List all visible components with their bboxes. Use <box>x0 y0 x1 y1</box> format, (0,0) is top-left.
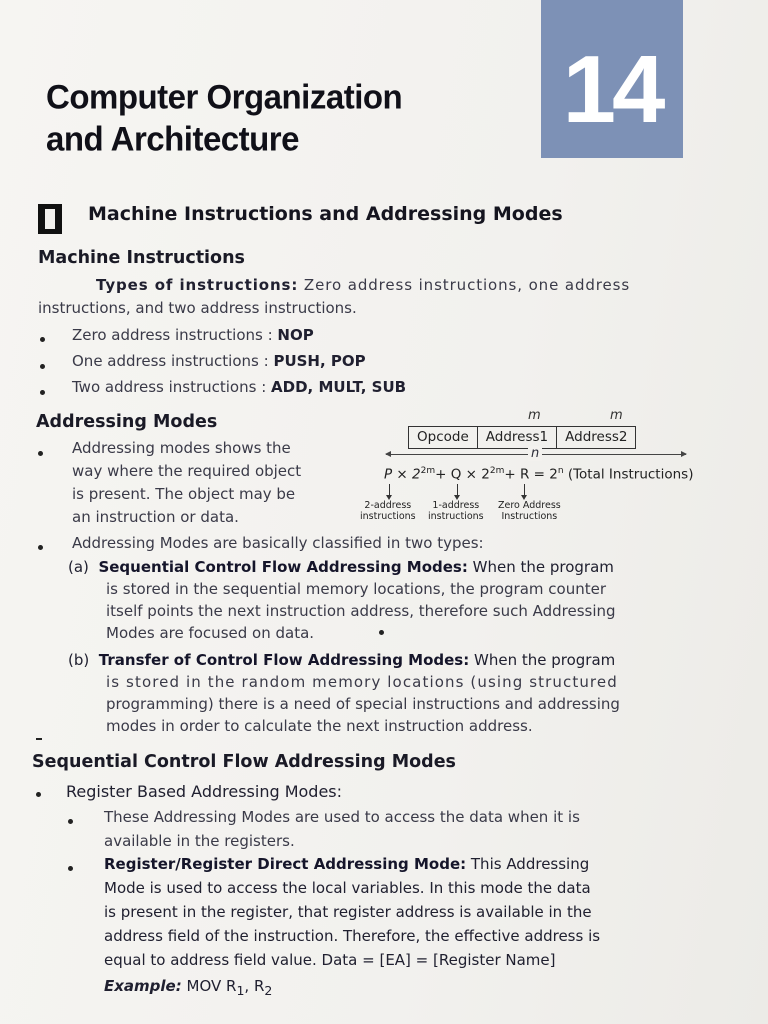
bullet-dot <box>40 337 45 342</box>
bullet-dot <box>38 451 43 456</box>
item-a-line2: is stored in the sequential memory locations, the program counter <box>106 580 606 598</box>
rr-line2: Mode is used to access the local variables. In this mode the data <box>104 879 591 897</box>
chapter-number-box <box>541 0 683 158</box>
example-line: Example: MOV $R_1$, $R_2$ <box>104 977 273 998</box>
item-b-line2: is stored in the random memory locations (using structured <box>106 673 618 691</box>
intro-lead: Types of instructions: <box>96 276 299 294</box>
item-a-line3: itself points the next instruction address, therefore such Addressing <box>106 602 616 620</box>
item-a-line1: (a) Sequential Control Flow Addressing Modes: When the program <box>68 558 614 576</box>
opcode-field: Opcode <box>409 427 478 448</box>
instruction-format-diagram <box>356 406 716 524</box>
chapter-number: 14 <box>562 36 662 143</box>
addressing-modes-heading: Addressing Modes <box>36 412 218 432</box>
instruction-item-two: Two address instructions : ADD, MULT, SUB <box>72 378 407 396</box>
address2-field: Address2 <box>565 429 628 445</box>
address1-field: Address1 <box>478 427 557 448</box>
chapter-title-line2: and Architecture <box>46 119 300 158</box>
addr-bullet1-line4: an instruction or data. <box>72 508 239 526</box>
item-b-line3: programming) there is a need of special instructions and addressing <box>106 695 620 713</box>
section-number-glyph <box>45 209 55 229</box>
bullet-dot <box>68 866 73 871</box>
addr-bullet2: Addressing Modes are basically classified in two types: <box>72 534 484 552</box>
stray-mark <box>379 630 384 635</box>
instruction-item-one: One address instructions : PUSH, POP <box>72 352 366 370</box>
intro-line-2: instructions, and two address instructions. <box>38 299 357 317</box>
label-1-address: 1-address instructions <box>428 500 484 522</box>
item-a-line4: Modes are focused on data. <box>106 624 315 642</box>
instruction-item-zero: Zero address instructions : NOP <box>72 326 314 344</box>
rb-line1: These Addressing Modes are used to access the data when it is <box>104 808 580 826</box>
addr-bullet1-line3: is present. The object may be <box>72 485 296 503</box>
section-number-badge <box>38 204 62 234</box>
label-2-address: 2-address instructions <box>360 500 416 522</box>
label-zero-address: Zero Address Instructions <box>498 500 561 522</box>
bullet-dot <box>36 792 41 797</box>
machine-instructions-heading: Machine Instructions <box>38 248 245 268</box>
register-based-heading: Register Based Addressing Modes: <box>66 782 343 801</box>
total-instructions-formula: $P \times 2^{2m}+ Q \times 2^{2m}+ R = 2^n$ (Total Instructions) <box>384 466 694 483</box>
instruction-fields <box>408 426 636 449</box>
bullet-dot <box>40 390 45 395</box>
addr-bullet1-line1: Addressing modes shows the <box>72 439 291 457</box>
m-label: m <box>528 408 541 423</box>
rr-line3: is present in the register, that register address is available in the <box>104 903 592 921</box>
section-title: Machine Instructions and Addressing Modes <box>88 203 563 225</box>
bullet-dot <box>40 364 45 369</box>
item-b-line4: modes in order to calculate the next instruction address. <box>106 717 533 735</box>
down-arrow-icon <box>524 484 525 496</box>
rr-line1: Register/Register Direct Addressing Mode: This Addressing <box>104 855 590 873</box>
down-arrow-icon <box>457 484 458 496</box>
addr-bullet1-line2: way where the required object <box>72 462 302 480</box>
stray-mark <box>36 738 42 740</box>
chapter-title <box>46 76 402 160</box>
rr-line5: equal to address field value. Data = [EA] = [Register Name] <box>104 951 556 969</box>
sequential-heading: Sequential Control Flow Addressing Modes <box>32 752 456 772</box>
n-label: n <box>528 446 542 461</box>
intro-rest: Zero address instructions, one address <box>298 276 631 294</box>
bullet-dot <box>68 819 73 824</box>
intro-line-1 <box>96 273 630 297</box>
down-arrow-icon <box>389 484 390 496</box>
rb-line2: available in the registers. <box>104 832 295 850</box>
m-label: m <box>610 408 623 423</box>
item-b-line1: (b) Transfer of Control Flow Addressing Modes: When the program <box>68 651 616 669</box>
chapter-title-line1: Computer Organization <box>46 77 403 116</box>
rr-line4: address field of the instruction. Therefore, the effective address is <box>104 927 601 945</box>
bullet-dot <box>38 545 43 550</box>
